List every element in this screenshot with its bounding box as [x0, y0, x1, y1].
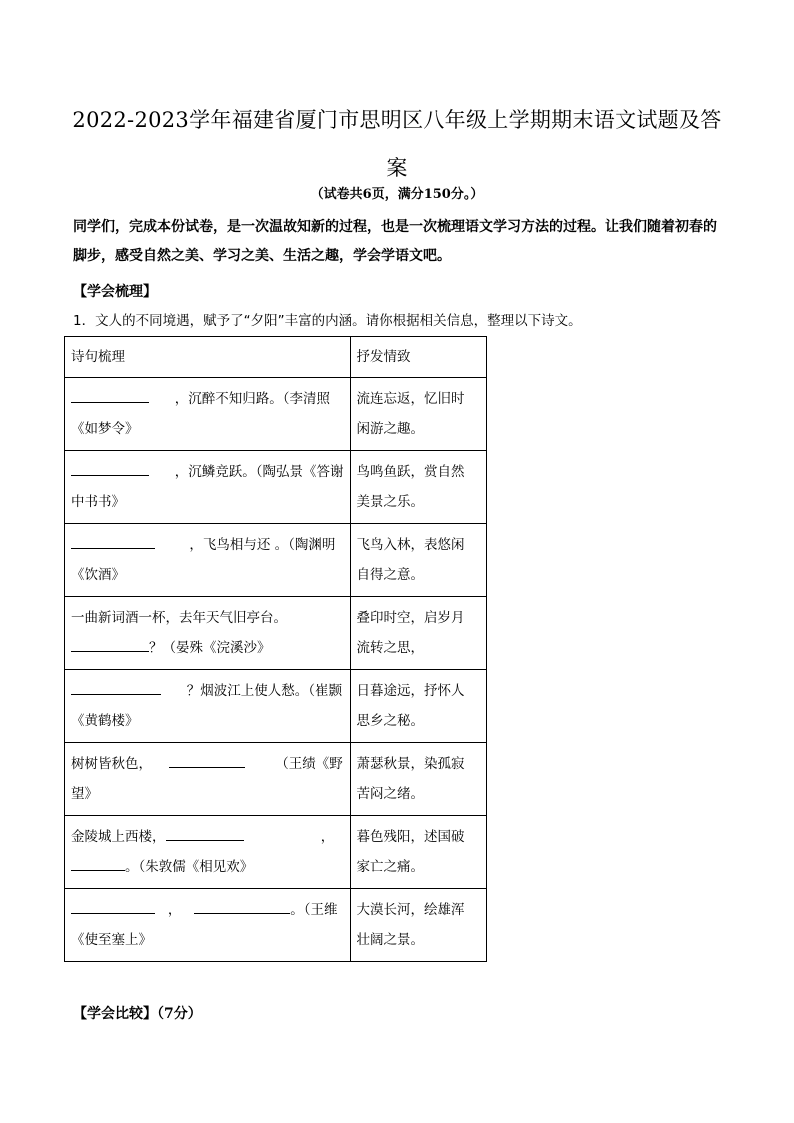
poem-text: 。（王维 [290, 902, 338, 918]
emotion-line: 思乡之秘。 [356, 713, 424, 729]
question-1-prompt: 1．文人的不同境遇，赋予了“夕阳”丰富的内涵。请你根据相关信息，整理以下诗文。 [73, 313, 582, 329]
emotion-cell [350, 889, 487, 962]
table-row [65, 743, 487, 816]
poem-text: ，沉鳞竞跃。（陶弘景《答谢 [174, 464, 344, 480]
emotion-cell [350, 524, 487, 597]
emotion-line: 流转之思， [356, 640, 424, 656]
emotion-cell [350, 670, 487, 743]
answer-blank[interactable] [71, 677, 161, 695]
emotion-cell [350, 816, 487, 889]
emotion-cell [350, 743, 487, 816]
table-row [65, 816, 487, 889]
emotion-line: 飞鸟入林，表悠闲 [356, 537, 465, 553]
answer-blank[interactable] [71, 896, 155, 914]
emotion-cell [350, 378, 487, 451]
section-heading-2: 【学会比较】（7分） [73, 1006, 202, 1022]
table-row [65, 597, 487, 670]
emotion-line: 苦闷之绪。 [356, 786, 424, 802]
poem-cell [65, 743, 351, 816]
poem-source: 《如梦令》 [71, 421, 139, 437]
poem-cell [65, 378, 351, 451]
intro-paragraph [73, 213, 725, 271]
poem-text: （王绩《野 [275, 756, 343, 772]
poem-source: 《饮酒》 [71, 567, 125, 583]
emotion-cell [350, 597, 487, 670]
table-row [65, 670, 487, 743]
poetry-table [64, 336, 487, 962]
emotion-line: 闲游之趣。 [356, 421, 424, 437]
table-row [65, 451, 487, 524]
poem-text: ，沉醉不知归路。（李清照 [174, 391, 330, 407]
emotion-line: 美景之乐。 [356, 494, 424, 510]
section-heading-1: 【学会梳理】 [73, 284, 157, 300]
answer-blank[interactable] [71, 458, 149, 476]
answer-blank[interactable] [71, 531, 155, 549]
emotion-cell [350, 451, 487, 524]
answer-blank[interactable] [71, 634, 149, 652]
poem-source: ？（晏殊《浣溪沙》 [149, 640, 271, 656]
intro-line-1: 同学们，完成本份试卷，是一次温故知新的过程，也是一次梳理语文学习方法的过程。让我们随着初春的 [73, 219, 717, 235]
answer-blank[interactable] [194, 896, 290, 914]
emotion-line: 叠印时空，启岁月 [356, 610, 465, 626]
emotion-line: 日暮途远，抒怀人 [356, 683, 465, 699]
document-title [60, 96, 734, 192]
emotion-line: 流连忘返，忆旧时 [356, 391, 465, 407]
poem-source: 《使至塞上》 [71, 932, 152, 948]
poem-source: 望》 [71, 786, 98, 802]
poem-cell [65, 451, 351, 524]
table-row [65, 378, 487, 451]
title-line-2: 案 [386, 156, 408, 180]
answer-blank[interactable] [166, 823, 244, 841]
emotion-line: 暮色残阳，述国破 [356, 829, 465, 845]
poem-cell [65, 816, 351, 889]
poem-source: 《黄鹤楼》 [71, 713, 139, 729]
poem-text: ？烟波江上使人愁。（崔颢 [186, 683, 342, 699]
emotion-line: 大漠长河，绘雄浑 [356, 902, 465, 918]
poem-cell [65, 889, 351, 962]
exam-subtitle: （试卷共6页，满分150分。） [310, 187, 484, 202]
intro-line-2: 脚步，感受自然之美、学习之美、生活之趣，学会学语文吧。 [73, 248, 451, 264]
header-cell-poem: 诗句梳理 [65, 337, 351, 378]
poem-cell [65, 670, 351, 743]
table-row [65, 524, 487, 597]
answer-blank[interactable] [169, 750, 245, 768]
poem-text: 金陵城上西楼， [71, 829, 166, 845]
emotion-line: 鸟鸣鱼跃，赏自然 [356, 464, 465, 480]
answer-blank[interactable] [71, 853, 125, 871]
poem-cell [65, 597, 351, 670]
poem-source: 中书书》 [71, 494, 125, 510]
table-header-row [65, 337, 487, 378]
emotion-line: 萧瑟秋景，染孤寂 [356, 756, 465, 772]
emotion-line: 自得之意。 [356, 567, 424, 583]
answer-blank[interactable] [71, 385, 149, 403]
poem-text: ， [320, 829, 335, 845]
title-line-1: 2022-2023学年福建省厦门市思明区八年级上学期期末语文试题及答 [72, 108, 722, 132]
header-cell-emotion: 抒发情致 [350, 337, 487, 378]
emotion-line: 壮阔之景。 [356, 932, 424, 948]
poem-text: 树树皆秋色， [71, 756, 152, 772]
poem-text: ，飞鸟相与还 。（陶渊明 [189, 537, 336, 553]
poem-text: ， [167, 902, 182, 918]
poem-text: 一曲新词酒一杯，去年天气旧亭台。 [71, 610, 287, 626]
table-row [65, 889, 487, 962]
poem-cell [65, 524, 351, 597]
emotion-line: 家亡之痛。 [356, 859, 424, 875]
poem-source: 。（朱敦儒《相见欢》 [125, 859, 254, 875]
